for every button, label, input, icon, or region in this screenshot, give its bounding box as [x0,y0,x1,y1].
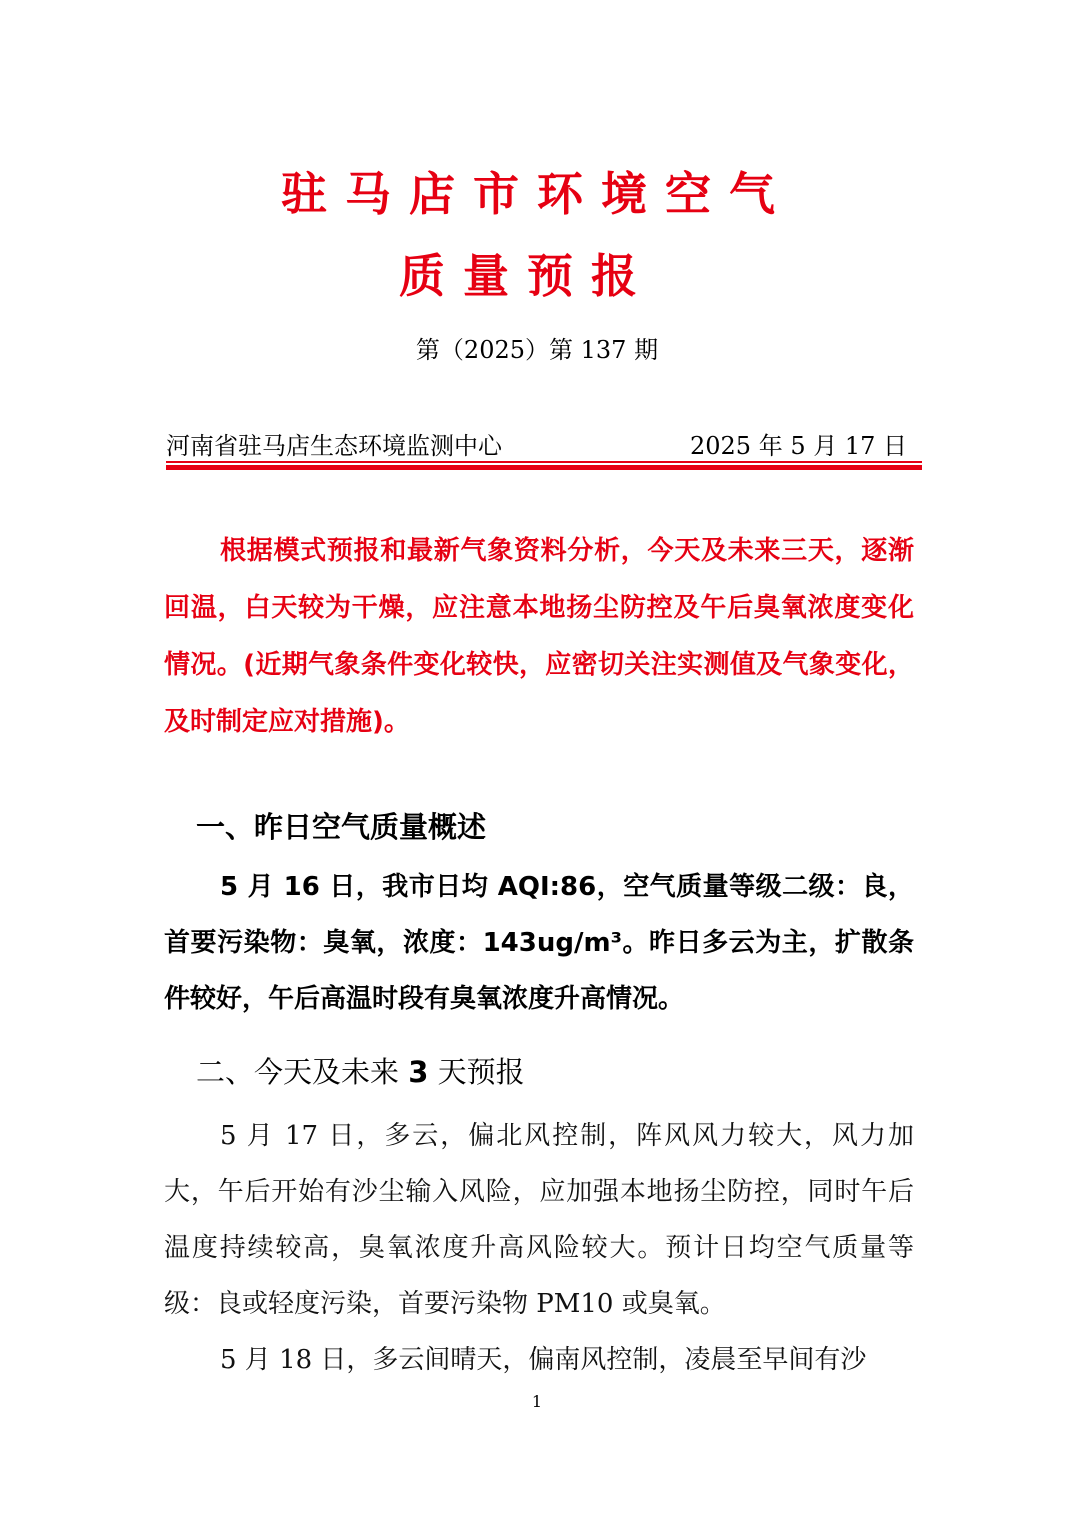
section-2-heading-number: 3 [408,1055,429,1089]
header-divider-thin [166,461,922,463]
page-number: 1 [531,1392,543,1411]
report-title-line-2: 质量预报 [399,249,655,303]
issue-number: 第（2025）第 137 期 [415,336,659,364]
section-2-heading-prefix: 二、今天及未来 [196,1055,409,1089]
section-2-heading [196,1050,525,1091]
forecast-may-18: 5 月 18 日，多云间晴天，偏南风控制，凌晨至早间有沙 [220,1345,867,1375]
issue-date: 2025 年 5 月 17 日 [690,432,908,460]
section-1-heading: 一、昨日空气质量概述 [196,810,487,844]
section-1-body: 5 月 16 日，我市日均 AQI:86，空气质量等级二级：良，首要污染物：臭氧，浓度：143ug/m³。昨日多云为主，扩散条件较好，午后高温时段有臭氧浓度升高情况。 [164,872,914,1014]
forecast-notice: 根据模式预报和最新气象资料分析，今天及未来三天，逐渐回温，白天较为干燥，应注意本地扬尘防控及午后臭氧浓度变化情况。(近期气象条件变化较快，应密切关注实测值及气象变化，及时制定应对措施)。 [164,536,914,737]
forecast-may-17: 5 月 17 日，多云，偏北风控制，阵风风力较大，风力加大，午后开始有沙尘输入风险，应加强本地扬尘防控，同时午后温度持续较高，臭氧浓度升高风险较大。预计日均空气质量等级：良或轻度污染，首要污染物 PM10 或臭氧。 [164,1121,914,1319]
report-title-line-1: 驻马店市环境空气 [281,167,793,221]
header-divider-thick [166,465,922,470]
section-2-heading-suffix: 天预报 [428,1055,525,1089]
issuing-organization: 河南省驻马店生态环境监测中心 [166,432,502,460]
